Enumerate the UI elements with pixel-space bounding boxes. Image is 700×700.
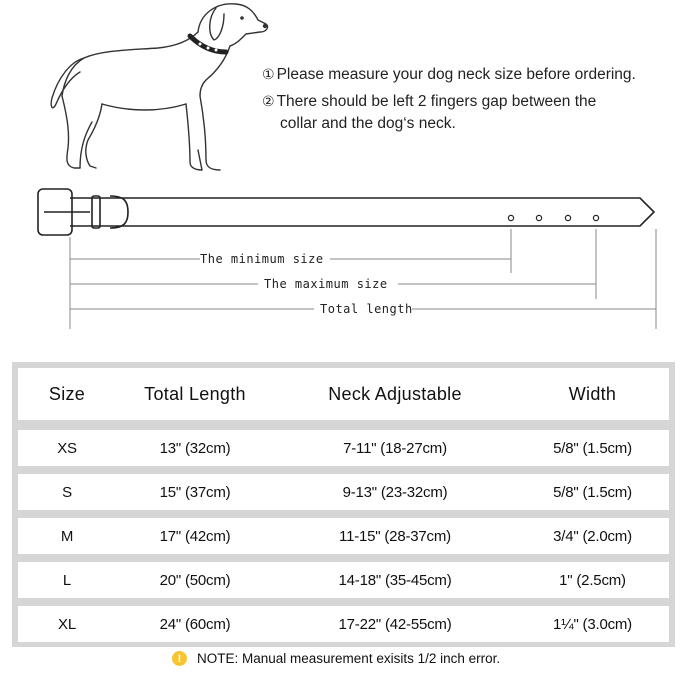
cell-size: L bbox=[62, 571, 72, 589]
total-length-label: Total length bbox=[320, 302, 413, 316]
table-row bbox=[18, 518, 669, 554]
cell-total-length: 24" (60cm) bbox=[159, 615, 231, 633]
instruction-2-text-line1: There should be left 2 fingers gap between the bbox=[276, 93, 597, 110]
cell-size: S bbox=[62, 483, 72, 501]
cell-width: 1¼" (3.0cm) bbox=[553, 615, 632, 633]
cell-total-length: 13" (32cm) bbox=[159, 439, 231, 457]
table-row bbox=[18, 606, 669, 642]
header-size: Size bbox=[48, 383, 86, 404]
size-table bbox=[12, 362, 675, 647]
cell-neck-adjustable: 14-18" (35-45cm) bbox=[338, 571, 452, 589]
cell-total-length: 20" (50cm) bbox=[159, 571, 231, 589]
max-size-label: The maximum size bbox=[264, 277, 388, 291]
table-header-row bbox=[18, 368, 669, 420]
step-2-marker: ② bbox=[262, 94, 275, 110]
collar-mark bbox=[190, 36, 226, 52]
cell-total-length: 15" (37cm) bbox=[159, 483, 231, 501]
cell-size: M bbox=[60, 527, 74, 545]
instruction-1-text: Please measure your dog neck size before ordering. bbox=[276, 66, 636, 83]
note-text: NOTE: Manual measurement exisits 1/2 inch error. bbox=[197, 651, 501, 666]
cell-width: 3/4" (2.0cm) bbox=[553, 527, 632, 545]
cell-width: 1" (2.5cm) bbox=[559, 571, 626, 589]
header-width: Width bbox=[568, 383, 617, 404]
note bbox=[172, 651, 500, 666]
collar-diagram bbox=[0, 185, 700, 335]
instruction-2 bbox=[262, 91, 596, 134]
cell-neck-adjustable: 9-13" (23-32cm) bbox=[342, 483, 448, 501]
table-row bbox=[18, 430, 669, 466]
cell-width: 5/8" (1.5cm) bbox=[553, 483, 632, 501]
header-neck-adjustable: Neck Adjustable bbox=[328, 383, 462, 404]
cell-neck-adjustable: 17-22" (42-55cm) bbox=[338, 615, 452, 633]
step-1-marker: ① bbox=[262, 67, 275, 83]
cell-size: XS bbox=[57, 439, 77, 457]
cell-width: 5/8" (1.5cm) bbox=[553, 439, 632, 457]
cell-size: XL bbox=[58, 615, 76, 633]
min-size-label: The minimum size bbox=[200, 252, 324, 266]
collar-strap bbox=[70, 198, 654, 226]
instruction-2-text-line2: collar and the dog‘s neck. bbox=[280, 115, 456, 132]
dog-illustration bbox=[40, 0, 270, 180]
table-row bbox=[18, 562, 669, 598]
cell-total-length: 17" (42cm) bbox=[159, 527, 231, 545]
header-total-length: Total Length bbox=[144, 383, 246, 404]
cell-neck-adjustable: 7-11" (18-27cm) bbox=[343, 439, 447, 457]
table-row bbox=[18, 474, 669, 510]
warning-icon: ! bbox=[172, 651, 187, 666]
cell-neck-adjustable: 11-15" (28-37cm) bbox=[339, 527, 451, 545]
instruction-1 bbox=[262, 64, 636, 86]
